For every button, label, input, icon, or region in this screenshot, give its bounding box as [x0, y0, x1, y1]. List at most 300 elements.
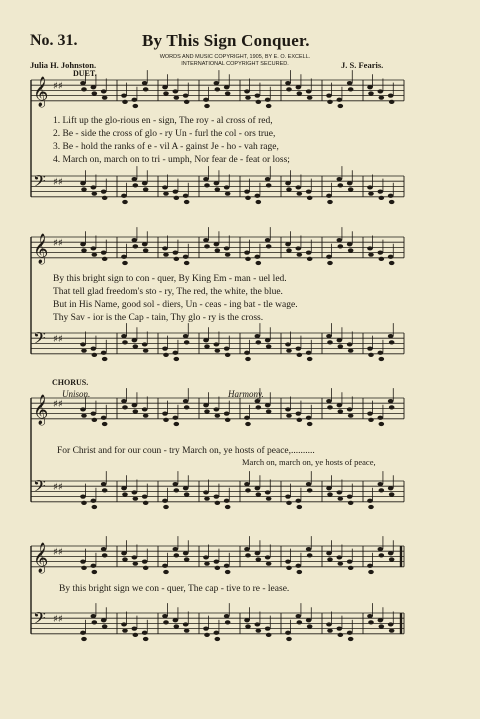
note-head — [389, 629, 395, 633]
note-head — [327, 405, 333, 409]
note-head — [326, 94, 332, 98]
note-head — [348, 248, 354, 252]
sharp-icon: ♯♯ — [53, 177, 63, 188]
note-head — [306, 251, 312, 255]
note-head — [286, 566, 292, 570]
note-head — [122, 557, 128, 561]
note-head — [368, 620, 374, 624]
treble-clef-icon: 𝄞 — [33, 77, 49, 107]
note-head — [286, 637, 292, 641]
note-head — [121, 486, 127, 490]
note-head — [348, 349, 354, 353]
note-head — [214, 495, 220, 499]
note-head — [337, 403, 343, 407]
note-head — [244, 547, 250, 551]
note-head — [174, 553, 180, 557]
note-head — [285, 242, 291, 246]
note-head — [225, 192, 231, 196]
note-head — [265, 555, 271, 559]
note-head — [297, 91, 303, 95]
note-head — [173, 547, 179, 551]
note-head — [388, 194, 394, 198]
note-head — [297, 192, 303, 196]
note-head — [265, 490, 271, 494]
note-head — [91, 347, 97, 351]
note-head — [388, 255, 394, 259]
note-head — [133, 344, 139, 348]
note-head — [326, 622, 332, 626]
note-head — [306, 89, 312, 93]
verse-3-line-b: But in His Name, good sol - diers, Un - ceas - ing bat - tle wage. — [53, 300, 298, 310]
note-head — [80, 560, 86, 564]
note-head — [102, 196, 108, 200]
note-head — [296, 246, 302, 250]
hymn-title: By This Sign Conquer. — [142, 31, 310, 50]
note-head — [265, 177, 271, 181]
note-head — [183, 94, 189, 98]
note-head — [327, 261, 333, 265]
note-head — [132, 238, 138, 242]
note-head — [163, 620, 169, 624]
note-head — [285, 342, 291, 346]
note-head — [296, 185, 302, 189]
note-head — [296, 564, 302, 568]
note-head — [338, 633, 344, 637]
note-head — [285, 181, 291, 185]
note-head — [307, 624, 313, 628]
note-head — [183, 622, 189, 626]
note-head — [132, 627, 138, 631]
note-head — [214, 407, 220, 411]
note-head — [378, 482, 384, 486]
note-head — [379, 96, 385, 100]
note-head — [173, 351, 179, 355]
note-head — [347, 407, 353, 411]
note-head — [143, 248, 149, 252]
note-head — [285, 407, 291, 411]
note-head — [389, 492, 395, 496]
note-head — [121, 94, 127, 98]
note-head — [285, 631, 291, 635]
note-head — [143, 414, 149, 418]
note-head — [102, 624, 108, 628]
note-head — [347, 342, 353, 346]
note-head — [133, 409, 139, 413]
note-head — [133, 633, 139, 637]
note-head — [184, 405, 190, 409]
note-head — [255, 194, 261, 198]
note-head — [307, 357, 313, 361]
note-head — [244, 618, 250, 622]
note-head — [91, 85, 97, 89]
note-head — [379, 196, 385, 200]
note-head — [92, 505, 98, 509]
note-head — [347, 242, 353, 246]
note-head — [122, 492, 128, 496]
note-head — [347, 81, 353, 85]
note-head — [286, 349, 292, 353]
note-head — [204, 183, 210, 187]
note-head — [255, 551, 261, 555]
note-head — [184, 261, 190, 265]
note-head — [347, 631, 353, 635]
hymn-number: No. 31. — [30, 32, 78, 49]
verse-4-line-a: 4. March on, march on to tri - umph, Nor fear de - feat or loss; — [53, 155, 290, 165]
note-head — [122, 100, 128, 104]
note-head — [245, 422, 251, 426]
note-head — [121, 399, 127, 403]
note-head — [327, 200, 333, 204]
note-head — [327, 492, 333, 496]
note-head — [388, 399, 394, 403]
copyright-line-2: INTERNATIONAL COPYRIGHT SECURED. — [181, 61, 289, 67]
note-head — [224, 564, 230, 568]
note-head — [266, 104, 272, 108]
verse-2-line-b: That tell glad freedom's sto - ry, The red, the white, the blue. — [53, 287, 283, 297]
note-head — [244, 89, 250, 93]
note-head — [245, 488, 251, 492]
note-head — [183, 486, 189, 490]
note-head — [173, 482, 179, 486]
note-head — [121, 255, 127, 259]
note-head — [348, 414, 354, 418]
note-head — [143, 566, 149, 570]
note-head — [183, 399, 189, 403]
note-head — [101, 190, 107, 194]
note-head — [265, 238, 271, 242]
bass-clef-icon: 𝄢 — [33, 608, 46, 632]
note-head — [173, 89, 179, 93]
note-head — [143, 349, 149, 353]
sharp-icon: ♯♯ — [53, 81, 63, 92]
note-head — [297, 253, 303, 257]
note-head — [101, 251, 107, 255]
note-head — [122, 340, 128, 344]
note-head — [214, 181, 220, 185]
verse-4-line-b: Thy Sav - ior is the Cap - tain, Thy glo - ry is the cross. — [53, 313, 264, 323]
verse-1-line-b: By this bright sign to con - quer, By King Em - man - uel led. — [53, 274, 287, 284]
note-head — [327, 100, 333, 104]
note-head — [255, 255, 261, 259]
note-head — [388, 486, 394, 490]
note-head — [389, 100, 395, 104]
note-head — [102, 96, 108, 100]
note-head — [101, 482, 107, 486]
note-head — [173, 618, 179, 622]
note-head — [91, 499, 97, 503]
note-head — [389, 261, 395, 265]
note-head — [204, 244, 210, 248]
sharp-icon: ♯♯ — [53, 614, 63, 625]
note-head — [388, 551, 394, 555]
note-head — [224, 347, 230, 351]
note-head — [297, 505, 303, 509]
note-head — [214, 342, 220, 346]
note-head — [91, 412, 97, 416]
note-head — [307, 488, 313, 492]
note-head — [244, 482, 250, 486]
chorus-line-2: By this bright sign we con - quer, The cap - tive to re - lease. — [59, 584, 290, 594]
note-head — [173, 416, 179, 420]
note-head — [224, 499, 230, 503]
note-head — [367, 347, 373, 351]
note-head — [121, 551, 127, 555]
note-head — [132, 490, 138, 494]
note-head — [225, 253, 231, 257]
note-head — [203, 490, 209, 494]
note-head — [162, 564, 168, 568]
note-head — [173, 251, 179, 255]
note-head — [92, 620, 98, 624]
note-head — [81, 187, 87, 191]
note-head — [91, 564, 97, 568]
note-head — [143, 637, 149, 641]
note-head — [203, 177, 209, 181]
note-head — [184, 557, 190, 561]
note-head — [203, 403, 209, 407]
note-head — [133, 104, 139, 108]
treble-clef-icon: 𝄞 — [33, 234, 49, 264]
note-head — [80, 181, 86, 185]
note-head — [142, 495, 148, 499]
note-head — [215, 349, 221, 353]
note-head — [132, 177, 138, 181]
note-head — [174, 96, 180, 100]
note-head — [245, 257, 251, 261]
note-head — [348, 566, 354, 570]
note-head — [162, 614, 168, 618]
note-head — [338, 104, 344, 108]
note-head — [132, 338, 138, 342]
note-head — [102, 553, 108, 557]
note-head — [174, 196, 180, 200]
note-head — [378, 351, 384, 355]
note-head — [327, 557, 333, 561]
note-head — [327, 340, 333, 344]
note-head — [256, 492, 262, 496]
note-head — [266, 183, 272, 187]
note-head — [163, 91, 169, 95]
note-head — [122, 200, 128, 204]
note-head — [142, 407, 148, 411]
note-head — [121, 334, 127, 338]
note-head — [183, 255, 189, 259]
note-head — [338, 344, 344, 348]
note-head — [388, 622, 394, 626]
note-head — [174, 257, 180, 261]
note-head — [162, 246, 168, 250]
note-head — [163, 570, 169, 574]
note-head — [133, 244, 139, 248]
note-head — [142, 181, 148, 185]
note-head — [379, 488, 385, 492]
note-head — [204, 409, 210, 413]
note-head — [378, 251, 384, 255]
note-head — [306, 482, 312, 486]
note-head — [224, 412, 230, 416]
note-head — [255, 399, 261, 403]
note-head — [296, 85, 302, 89]
note-head — [307, 196, 313, 200]
verse-3-line-a: 3. Be - hold the ranks of e - vil A - gainst Je - ho - vah rage, — [53, 142, 279, 152]
note-head — [183, 194, 189, 198]
note-head — [102, 422, 108, 426]
note-head — [326, 551, 332, 555]
harmony-label: Harmony. — [228, 389, 264, 399]
note-head — [215, 566, 221, 570]
note-head — [297, 620, 303, 624]
unison-label: Unison. — [62, 389, 91, 399]
note-head — [142, 81, 148, 85]
note-head — [122, 629, 128, 633]
note-head — [368, 570, 374, 574]
note-head — [102, 257, 108, 261]
note-head — [203, 238, 209, 242]
note-head — [142, 342, 148, 346]
note-head — [389, 200, 395, 204]
note-head — [255, 334, 261, 338]
note-head — [306, 547, 312, 551]
note-head — [122, 261, 128, 265]
note-head — [256, 405, 262, 409]
note-head — [255, 94, 261, 98]
note-head — [306, 416, 312, 420]
note-head — [379, 357, 385, 361]
note-head — [285, 495, 291, 499]
note-head — [142, 242, 148, 246]
note-head — [204, 497, 210, 501]
treble-clef-icon: 𝄞 — [33, 543, 49, 573]
note-head — [306, 618, 312, 622]
note-head — [142, 560, 148, 564]
note-head — [265, 403, 271, 407]
note-head — [379, 422, 385, 426]
duet-label: DUET. — [73, 69, 97, 78]
note-head — [184, 340, 190, 344]
note-head — [142, 631, 148, 635]
note-head — [214, 81, 220, 85]
bass-clef-icon: 𝄢 — [33, 328, 46, 352]
sharp-icon: ♯♯ — [53, 482, 63, 493]
note-head — [203, 98, 209, 102]
note-head — [225, 505, 231, 509]
note-head — [244, 190, 250, 194]
note-head — [286, 187, 292, 191]
note-head — [174, 422, 180, 426]
note-head — [162, 85, 168, 89]
note-head — [338, 244, 344, 248]
note-head — [388, 94, 394, 98]
note-head — [132, 555, 138, 559]
note-head — [266, 344, 272, 348]
note-head — [101, 351, 107, 355]
note-head — [121, 622, 127, 626]
note-head — [143, 87, 149, 91]
note-head — [91, 614, 97, 618]
note-head — [214, 560, 220, 564]
note-head — [215, 248, 221, 252]
note-head — [367, 246, 373, 250]
note-head — [296, 412, 302, 416]
note-head — [378, 416, 384, 420]
note-head — [183, 334, 189, 338]
note-head — [133, 183, 139, 187]
note-head — [92, 192, 98, 196]
note-head — [337, 98, 343, 102]
note-head — [286, 501, 292, 505]
note-head — [81, 349, 87, 353]
lyricist-credit: Julia H. Johnston. — [30, 60, 97, 70]
note-head — [163, 353, 169, 357]
note-head — [338, 497, 344, 501]
note-head — [101, 89, 107, 93]
note-head — [326, 334, 332, 338]
note-head — [215, 637, 221, 641]
note-head — [367, 85, 373, 89]
chorus-line-1: For Christ and for our coun - try March on, ye hosts of peace,.......... — [57, 446, 315, 456]
note-head — [204, 344, 210, 348]
note-head — [80, 342, 86, 346]
note-head — [265, 98, 271, 102]
note-head — [307, 553, 313, 557]
note-head — [297, 353, 303, 357]
note-head — [80, 242, 86, 246]
note-head — [183, 551, 189, 555]
chorus-echo: March on, march on, ye hosts of peace, — [242, 457, 376, 467]
sharp-icon: ♯♯ — [53, 238, 63, 249]
note-head — [307, 257, 313, 261]
note-head — [245, 196, 251, 200]
note-head — [256, 557, 262, 561]
note-head — [215, 187, 221, 191]
note-head — [347, 495, 353, 499]
note-head — [91, 185, 97, 189]
sharp-icon: ♯♯ — [53, 334, 63, 345]
treble-clef-icon: 𝄞 — [33, 395, 49, 425]
note-head — [326, 255, 332, 259]
note-head — [266, 562, 272, 566]
composer-credit: J. S. Fearis. — [341, 60, 384, 70]
note-head — [225, 91, 231, 95]
note-head — [337, 238, 343, 242]
note-head — [326, 399, 332, 403]
note-head — [256, 340, 262, 344]
note-head — [337, 177, 343, 181]
note-head — [307, 422, 313, 426]
note-head — [265, 338, 271, 342]
note-head — [367, 412, 373, 416]
note-head — [348, 501, 354, 505]
note-head — [81, 248, 87, 252]
note-head — [348, 187, 354, 191]
note-head — [296, 614, 302, 618]
note-head — [162, 347, 168, 351]
note-head — [266, 244, 272, 248]
note-head — [101, 416, 107, 420]
bass-clef-icon: 𝄢 — [33, 476, 46, 500]
note-head — [326, 194, 332, 198]
note-head — [245, 624, 251, 628]
note-head — [368, 91, 374, 95]
note-head — [174, 488, 180, 492]
note-head — [367, 499, 373, 503]
note-head — [163, 253, 169, 257]
note-head — [225, 418, 231, 422]
note-head — [225, 620, 231, 624]
note-head — [214, 631, 220, 635]
note-head — [224, 85, 230, 89]
verse-1-line-a: 1. Lift up the glo-rious en - sign, The roy - al cross of red, — [53, 116, 273, 126]
